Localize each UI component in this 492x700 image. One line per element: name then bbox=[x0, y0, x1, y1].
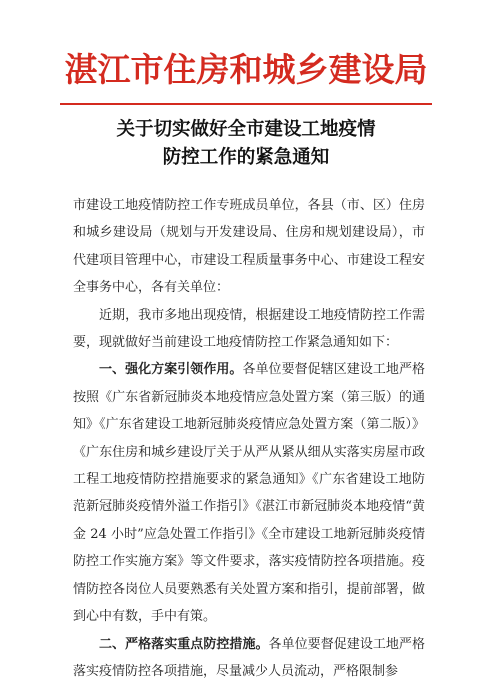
section-2-heading: 二、严格落实重点防控措施。 bbox=[99, 636, 269, 652]
document-title bbox=[0, 116, 492, 172]
document-title-line2: 防控工作的紧急通知 bbox=[162, 147, 330, 168]
section-1-heading: 一、强化方案引领作用。 bbox=[99, 362, 243, 378]
intro-paragraph: 近期，我市多地出现疫情，根据建设工地疫情防控工作需要，现就做好当前建设工地疫情防控工作紧急通知如下： bbox=[73, 307, 425, 351]
section-1-text: 各单位要督促辖区建设工地严格按照《广东省新冠肺炎本地疫情应急处置方案（第三版）的通知》《广东省建设工地新冠肺炎疫情应急处置方案（第二版）》《广东住房和城乡建设厅关于从严从紧从细从实落实房屋市政工程工地疫情防控措施要求的紧急通知》《广东省建设工地防范新冠肺炎疫情外溢工作指引》《湛江市新冠肺炎本地疫情“黄金 24 小时”应急处置工作指引》《全市建设工地新冠肺炎疫情防控工作实施方案》等文件要求，落实疫情防控各项措施。疫情防控各岗位人员要熟悉有关处置方案和指引，提前部署，做到心中有数，手中有策。 bbox=[73, 362, 425, 625]
header-red-rule bbox=[60, 103, 432, 105]
issuer-header: 湛江市住房和城乡建设局 bbox=[64, 50, 428, 89]
section-2-text: 各单位要督促建设工地严格落实疫情防控各项措施，尽量减少人员流动，严格限制参 bbox=[73, 636, 425, 679]
document-title-line1: 关于切实做好全市建设工地疫情 bbox=[116, 119, 376, 140]
section-1-paragraph bbox=[73, 356, 425, 630]
section-2-paragraph bbox=[73, 631, 425, 686]
salutation: 市建设工地疫情防控工作专班成员单位，各县（市、区）住房和城乡建设局（规划与开发建设局、住房和规划建设局），市代建项目管理中心，市建设工程质量事务中心、市建设工程安全事务中心，各有关单位： bbox=[73, 198, 425, 296]
document-body bbox=[73, 192, 425, 685]
